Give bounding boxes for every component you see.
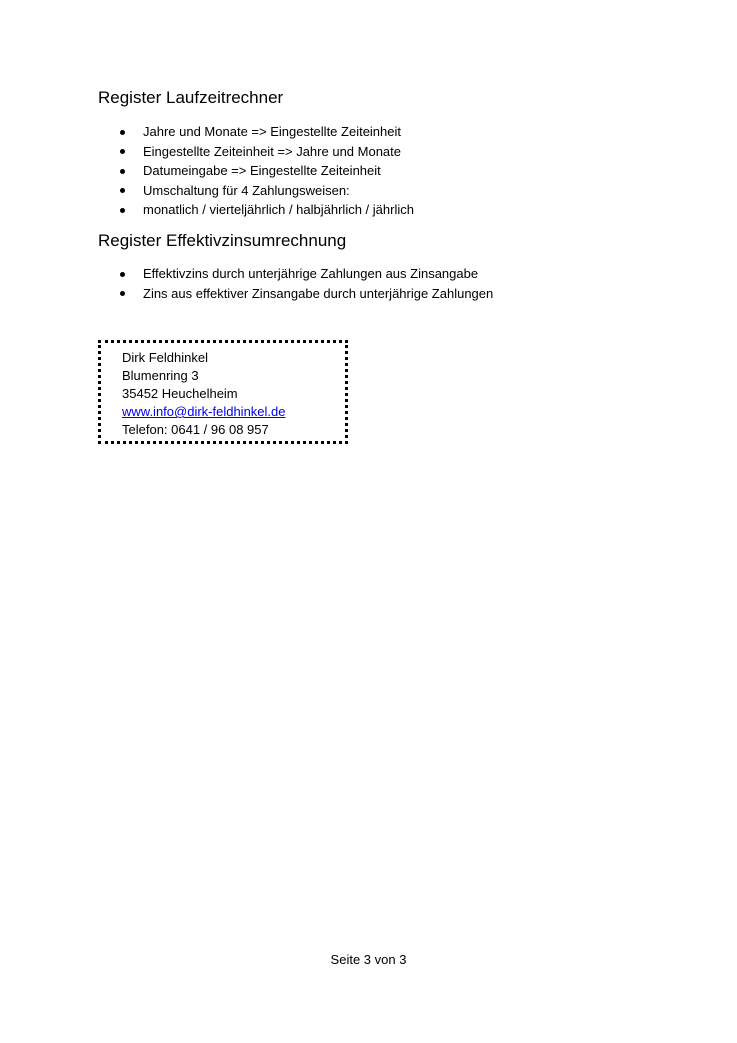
list-item [118, 122, 414, 142]
list-item-text: Jahre und Monate => Eingestellte Zeiteinheit [143, 124, 402, 139]
list-item-text: Umschaltung für 4 Zahlungsweisen: [143, 182, 350, 198]
list-item [118, 284, 493, 304]
page-number: Seite 3 von 3 [330, 952, 407, 967]
list-item [118, 161, 414, 181]
contact-box [98, 340, 348, 444]
bullet-icon [120, 169, 125, 174]
contact-details [122, 349, 286, 439]
contact-web-link[interactable]: www.info@dirk-feldhinkel.de [122, 404, 286, 419]
list-item [118, 142, 414, 162]
list-item [118, 200, 414, 220]
bullet-icon [120, 208, 125, 213]
list-item [118, 181, 414, 201]
contact-name: Dirk Feldhinkel [122, 350, 208, 365]
bullet-list-effektivzinsumrechnung [118, 264, 493, 303]
contact-web-line [122, 403, 286, 421]
bullet-icon [120, 291, 125, 296]
bullet-icon [120, 188, 125, 193]
section-heading-effektivzinsumrechnung: Register Effektivzinsumrechnung [98, 231, 347, 250]
contact-street: Blumenring 3 [122, 368, 199, 383]
list-item [118, 264, 493, 284]
list-item-text: Datumeingabe => Eingestellte Zeiteinheit [143, 163, 381, 178]
section-heading-laufzeitrechner: Register Laufzeitrechner [98, 88, 284, 107]
contact-phone: Telefon: 0641 / 96 08 957 [122, 422, 269, 437]
contact-city: 35452 Heuchelheim [122, 386, 238, 401]
bullet-icon [120, 272, 125, 277]
list-item-text: Zins aus effektiver Zinsangabe durch unterjährige Zahlungen [143, 285, 494, 301]
bullet-icon [120, 130, 125, 135]
bullet-list-laufzeitrechner [118, 122, 414, 220]
list-item-text: Eingestellte Zeiteinheit => Jahre und Monate [143, 143, 402, 159]
list-item-text: monatlich / vierteljährlich / halbjährlich / jährlich [143, 202, 414, 217]
bullet-icon [120, 149, 125, 154]
list-item-text: Effektivzins durch unterjährige Zahlungen aus Zinsangabe [143, 266, 479, 281]
